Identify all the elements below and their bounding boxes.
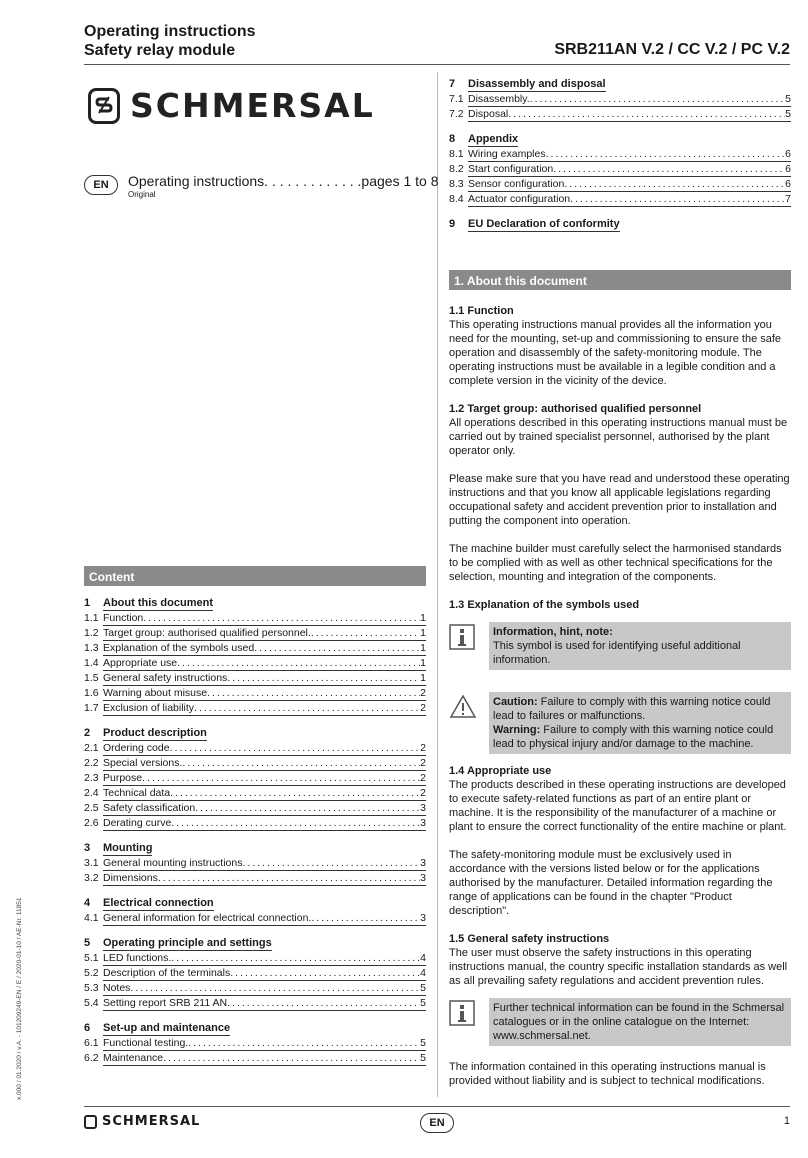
toc-entry-page: 1 xyxy=(420,657,426,669)
toc-section-heading[interactable] xyxy=(449,132,791,147)
toc-entry-number: 1.4 xyxy=(84,657,99,669)
toc-entry-link[interactable] xyxy=(103,996,426,1011)
toc-leader-dots xyxy=(170,741,421,755)
toc-section-number: 6 xyxy=(84,1022,91,1034)
paragraph-1-2a: All operations described in this operating instructions manual must be carried out by trained specialist personnel, authorised by the plant operator only. xyxy=(449,417,788,457)
toc-entry[interactable] xyxy=(449,92,791,107)
toc-entry-label: Special versions. xyxy=(103,757,183,769)
heading-1-5: 1.5 General safety instructions xyxy=(449,933,610,945)
toc-leader-dots xyxy=(230,966,420,980)
toc-section-heading[interactable] xyxy=(84,596,426,611)
toc-entry-link[interactable] xyxy=(103,966,426,981)
toc-section xyxy=(84,1021,426,1066)
toc-section-heading[interactable] xyxy=(84,726,426,741)
table-of-contents-right xyxy=(449,77,791,242)
toc-entry-page: 5 xyxy=(785,108,791,120)
toc-entry[interactable] xyxy=(84,856,426,871)
toc-entry-label: General information for electrical connection. xyxy=(103,912,312,924)
toc-leader-dots xyxy=(546,147,786,161)
toc-entry[interactable] xyxy=(84,1036,426,1051)
toc-entry-number: 1.1 xyxy=(84,612,99,624)
toc-entry-link[interactable] xyxy=(103,656,426,671)
toc-entry-page: 5 xyxy=(420,1052,426,1064)
toc-section-number: 7 xyxy=(449,78,456,90)
toc-leader-dots xyxy=(143,611,420,625)
toc-entry[interactable] xyxy=(449,107,791,122)
toc-entry[interactable] xyxy=(84,771,426,786)
paragraph-1-2b: Please make sure that you have read and understood these operating instructions and that you know all applicable legislations regarding occupational safety and accident prevention prior to installation and putting the component into operation. xyxy=(449,473,790,527)
toc-entry-page: 4 xyxy=(420,952,426,964)
toc-entry-number: 7.2 xyxy=(449,108,464,120)
toc-entry-link[interactable] xyxy=(103,1051,426,1066)
toc-entry-link[interactable] xyxy=(103,671,426,686)
toc-entry-number: 7.1 xyxy=(449,93,464,105)
toc-entry[interactable] xyxy=(449,192,791,207)
toc-entry-label: General safety instructions xyxy=(103,672,228,684)
toc-section-heading[interactable] xyxy=(84,936,426,951)
toc-section xyxy=(84,896,426,926)
language-entry xyxy=(84,173,438,199)
toc-section-title[interactable]: Appendix xyxy=(468,133,519,145)
toc-entry-link[interactable] xyxy=(468,192,791,207)
toc-entry-number: 3.1 xyxy=(84,857,99,869)
toc-entry-link[interactable] xyxy=(103,951,426,966)
toc-entry[interactable] xyxy=(84,686,426,701)
heading-1-4: 1.4 Appropriate use xyxy=(449,765,552,777)
toc-entry-link[interactable] xyxy=(468,107,791,122)
schmersal-mark-icon xyxy=(84,1115,97,1129)
toc-entry-page: 3 xyxy=(420,802,426,814)
toc-entry-label: Sensor configuration xyxy=(468,178,565,190)
document-code: x.000 / 01.2020 / v.A. - 101209249-EN / E / 2020-01-10 / AE-Nr. 11851 xyxy=(16,897,23,1100)
toc-entry[interactable] xyxy=(84,966,426,981)
title-line-2: Safety relay module xyxy=(84,42,236,59)
toc-entry-label: Derating curve xyxy=(103,817,172,829)
footer-language-badge: EN xyxy=(420,1113,454,1133)
header-divider xyxy=(84,64,790,65)
toc-leader-dots xyxy=(188,1036,420,1050)
paragraph-1-4a: The products described in these operating instructions are developed to execute safety-related functions as part of an entire plant or machine. It is the responsibility of the manufacturer of a machine or plant to ensure the correct functionality of the entire machine or plant. xyxy=(449,779,787,833)
toc-entry-label: Target group: authorised qualified personnel. xyxy=(103,627,311,639)
toc-entry-link[interactable] xyxy=(103,981,426,996)
document-title xyxy=(84,22,256,60)
toc-leader-dots xyxy=(311,911,420,925)
toc-entry[interactable] xyxy=(84,756,426,771)
heading-1-2: 1.2 Target group: authorised qualified personnel xyxy=(449,403,702,415)
toc-leader-dots xyxy=(243,856,421,870)
toc-entry[interactable] xyxy=(84,801,426,816)
info-icon xyxy=(449,998,489,1046)
toc-section-number: 9 xyxy=(449,218,456,230)
toc-section-title[interactable]: Product description xyxy=(103,727,207,739)
toc-entry-page: 5 xyxy=(785,93,791,105)
info-notice-2-box: Further technical information can be found in the Schmersal catalogues or in the online catalogue on the Internet: www.schmersal.net. xyxy=(489,998,791,1046)
toc-section-heading[interactable] xyxy=(84,1021,426,1036)
toc-entry-page: 1 xyxy=(420,672,426,684)
toc-leader-dots xyxy=(207,686,420,700)
toc-entry-label: Setting report SRB 211 AN xyxy=(103,997,228,1009)
paragraph-1-4b: The safety-monitoring module must be exclusively used in accordance with the versions listed below or for the applications authorised by the manufacturer. Detailed information regarding the range of applications can be found in the chapter "Product description". xyxy=(449,849,773,917)
toc-section-title[interactable]: Set-up and maintenance xyxy=(103,1022,231,1034)
toc-section-title[interactable]: About this document xyxy=(103,597,213,609)
toc-entry-number: 8.2 xyxy=(449,163,464,175)
heading-1-3: 1.3 Explanation of the symbols used xyxy=(449,599,640,611)
toc-entry-page: 1 xyxy=(420,642,426,654)
toc-leader-dots xyxy=(171,951,420,965)
toc-entry-number: 2.6 xyxy=(84,817,99,829)
toc-entry-page: 4 xyxy=(420,967,426,979)
toc-section-title[interactable]: Mounting xyxy=(103,842,153,854)
toc-entry-page: 6 xyxy=(785,148,791,160)
toc-leader-dots xyxy=(227,671,420,685)
title-line-1: Operating instructions xyxy=(84,23,256,40)
toc-entry-label: Ordering code xyxy=(103,742,170,754)
toc-section xyxy=(449,77,791,122)
toc-entry-page: 2 xyxy=(420,772,426,784)
toc-leader-dots xyxy=(564,177,785,191)
toc-entry[interactable] xyxy=(84,641,426,656)
toc-section xyxy=(449,132,791,207)
toc-entry-label: Warning about misuse xyxy=(103,687,208,699)
toc-entry-label: Wiring examples xyxy=(468,148,546,160)
toc-entry[interactable] xyxy=(84,656,426,671)
toc-entry-number: 1.6 xyxy=(84,687,99,699)
toc-entry-number: 8.1 xyxy=(449,148,464,160)
schmersal-logo xyxy=(88,86,375,125)
toc-entry-label: Start configuration xyxy=(468,163,554,175)
toc-entry-link[interactable] xyxy=(468,177,791,192)
toc-entry-link[interactable] xyxy=(468,92,791,107)
toc-entry-label: LED functions. xyxy=(103,952,172,964)
toc-entry-page: 5 xyxy=(420,997,426,1009)
toc-entry-number: 8.4 xyxy=(449,193,464,205)
toc-entry-page: 2 xyxy=(420,757,426,769)
toc-entry-page: 2 xyxy=(420,702,426,714)
toc-entry-label: Appropriate use xyxy=(103,657,178,669)
toc-leader-dots xyxy=(508,107,785,121)
footer-logo xyxy=(84,1114,200,1129)
toc-leader-dots xyxy=(194,701,420,715)
toc-entry-link[interactable] xyxy=(103,756,426,771)
toc-section-number: 5 xyxy=(84,937,91,949)
toc-entry-link[interactable] xyxy=(103,611,426,626)
toc-entry-number: 2.3 xyxy=(84,772,99,784)
paragraph-1-1: This operating instructions manual provides all the information you need for the mounting, set-up and commissioning to ensure the safe operation and disassembly of the safety-monitoring module. The operating instructions must be available in a legible condition and a complete version in the vicinity of the device. xyxy=(449,319,782,387)
toc-entry-label: Functional testing. xyxy=(103,1037,189,1049)
caution-body: Failure to comply with this warning notice could lead to failures or malfunctions. xyxy=(493,696,771,722)
toc-leader-dots xyxy=(254,641,420,655)
toc-entry-link[interactable] xyxy=(103,1036,426,1051)
section-1-heading: 1. About this document xyxy=(449,270,791,290)
toc-entry-link[interactable] xyxy=(103,626,426,641)
column-divider xyxy=(437,72,438,1097)
toc-section xyxy=(84,936,426,1011)
toc-entry-link[interactable] xyxy=(103,786,426,801)
toc-entry-number: 1.5 xyxy=(84,672,99,684)
toc-entry[interactable] xyxy=(84,786,426,801)
toc-section-number: 1 xyxy=(84,597,91,609)
toc-entry[interactable] xyxy=(84,981,426,996)
toc-entry-number: 2.1 xyxy=(84,742,99,754)
toc-entry-number: 2.2 xyxy=(84,757,99,769)
toc-entry[interactable] xyxy=(84,701,426,716)
toc-entry-link[interactable] xyxy=(103,741,426,756)
table-of-contents-left xyxy=(84,596,426,1076)
toc-section xyxy=(84,596,426,716)
toc-leader-dots xyxy=(171,816,420,830)
toc-entry-link[interactable] xyxy=(468,147,791,162)
toc-entry-link[interactable] xyxy=(103,641,426,656)
toc-entry-number: 6.1 xyxy=(84,1037,99,1049)
info-icon xyxy=(449,622,489,670)
toc-entry-label: Maintenance xyxy=(103,1052,164,1064)
warning-notice-box xyxy=(489,692,791,754)
info-notice xyxy=(449,622,791,670)
toc-entry[interactable] xyxy=(84,996,426,1011)
toc-entry-link[interactable] xyxy=(103,816,426,831)
toc-leader-dots xyxy=(570,192,785,206)
warning-body: Failure to comply with this warning notice could lead to physical injury and/or damage to the machine. xyxy=(493,724,774,750)
toc-entry-link[interactable] xyxy=(103,911,426,926)
page-number: 1 xyxy=(783,1115,790,1127)
warning-text xyxy=(493,723,787,751)
warning-triangle-icon xyxy=(449,692,489,754)
toc-section-number: 8 xyxy=(449,133,456,145)
toc-entry-link[interactable] xyxy=(103,686,426,701)
toc-entry-page: 2 xyxy=(420,687,426,699)
toc-entry-page: 1 xyxy=(420,612,426,624)
toc-entry-number: 5.4 xyxy=(84,997,99,1009)
toc-entry-page: 3 xyxy=(420,857,426,869)
toc-entry-number: 6.2 xyxy=(84,1052,99,1064)
toc-entry-label: Disposal xyxy=(468,108,509,120)
toc-entry-page: 6 xyxy=(785,178,791,190)
toc-entry-link[interactable] xyxy=(468,162,791,177)
toc-entry[interactable] xyxy=(84,611,426,626)
toc-entry[interactable] xyxy=(449,177,791,192)
toc-entry-page: 6 xyxy=(785,163,791,175)
logo-text: SCHMERSAL xyxy=(130,86,375,125)
toc-leader-dots xyxy=(311,626,420,640)
toc-section xyxy=(449,217,791,232)
toc-entry-label: General mounting instructions xyxy=(103,857,243,869)
toc-entry-label: Exclusion of liability xyxy=(103,702,195,714)
toc-entry-number: 2.5 xyxy=(84,802,99,814)
language-badge: EN xyxy=(84,175,118,195)
toc-entry[interactable] xyxy=(84,816,426,831)
toc-entry-page: 2 xyxy=(420,742,426,754)
toc-entry-number: 2.4 xyxy=(84,787,99,799)
toc-entry-label: Purpose xyxy=(103,772,143,784)
warning-notice xyxy=(449,692,791,754)
toc-entry-label: Safety classification xyxy=(103,802,196,814)
footer-divider xyxy=(84,1106,790,1107)
toc-entry[interactable] xyxy=(449,162,791,177)
toc-leader-dots xyxy=(130,981,420,995)
toc-entry-page: 7 xyxy=(785,193,791,205)
warning-label: Warning: xyxy=(493,724,541,736)
language-title: Operating instructions. . . . . . . . . . . . .pages 1 to 8 xyxy=(128,173,439,189)
toc-entry-number: 5.2 xyxy=(84,967,99,979)
toc-leader-dots xyxy=(182,756,420,770)
toc-leader-dots xyxy=(530,92,786,106)
toc-entry-number: 5.3 xyxy=(84,982,99,994)
info-notice-text: This symbol is used for identifying useful additional information. xyxy=(493,640,741,666)
toc-entry-link[interactable] xyxy=(103,856,426,871)
toc-leader-dots xyxy=(553,162,785,176)
toc-entry[interactable] xyxy=(84,911,426,926)
toc-section-number: 4 xyxy=(84,897,91,909)
toc-entry-label: Function xyxy=(103,612,144,624)
toc-entry-label: Technical data xyxy=(103,787,171,799)
toc-entry-page: 1 xyxy=(420,627,426,639)
toc-entry-page: 2 xyxy=(420,787,426,799)
toc-section-heading[interactable] xyxy=(84,841,426,856)
heading-1-1: 1.1 Function xyxy=(449,305,514,317)
caution-label: Caution: xyxy=(493,696,538,708)
toc-entry[interactable] xyxy=(84,626,426,641)
toc-entry-label: Dimensions xyxy=(103,872,158,884)
toc-section-heading[interactable] xyxy=(449,217,791,232)
toc-entry-label: Description of the terminals xyxy=(103,967,231,979)
schmersal-mark-icon xyxy=(88,88,120,124)
toc-entry-page: 3 xyxy=(420,872,426,884)
toc-entry-link[interactable] xyxy=(103,771,426,786)
content-heading: Content xyxy=(84,566,426,586)
toc-entry-label: Explanation of the symbols used xyxy=(103,642,255,654)
toc-section xyxy=(84,841,426,886)
toc-section-heading[interactable] xyxy=(84,896,426,911)
toc-entry[interactable] xyxy=(84,741,426,756)
paragraph-final: The information contained in this operating instructions manual is provided without liability and is subject to technical modifications. xyxy=(449,1061,766,1087)
toc-section-number: 2 xyxy=(84,727,91,739)
toc-leader-dots xyxy=(142,771,420,785)
toc-entry-number: 1.7 xyxy=(84,702,99,714)
toc-entry-label: Actuator configuration xyxy=(468,193,571,205)
toc-section-title[interactable]: Electrical connection xyxy=(103,897,214,909)
toc-entry-link[interactable] xyxy=(103,871,426,886)
toc-entry-link[interactable] xyxy=(103,701,426,716)
toc-entry-number: 4.1 xyxy=(84,912,99,924)
toc-section-title[interactable]: Operating principle and settings xyxy=(103,937,272,949)
toc-section-number: 3 xyxy=(84,842,91,854)
toc-section-heading[interactable] xyxy=(449,77,791,92)
toc-entry-label: Notes xyxy=(103,982,131,994)
toc-entry-page: 3 xyxy=(420,912,426,924)
toc-leader-dots xyxy=(170,786,420,800)
footer-logo-text: SCHMERSAL xyxy=(102,1114,201,1129)
paragraph-1-5: The user must observe the safety instructions in this operating instructions manual, the country specific installation standards as well as all prevailing safety regulations and accident prevention rules. xyxy=(449,947,788,987)
toc-entry[interactable] xyxy=(84,951,426,966)
toc-entry-number: 5.1 xyxy=(84,952,99,964)
toc-section-title[interactable]: EU Declaration of conformity xyxy=(468,218,620,230)
toc-entry-number: 8.3 xyxy=(449,178,464,190)
toc-entry-number: 1.2 xyxy=(84,627,99,639)
toc-entry[interactable] xyxy=(84,1051,426,1066)
toc-leader-dots xyxy=(163,1051,420,1065)
toc-entry-number: 3.2 xyxy=(84,872,99,884)
toc-entry-page: 3 xyxy=(420,817,426,829)
toc-entry[interactable] xyxy=(449,147,791,162)
toc-entry-page: 5 xyxy=(420,1037,426,1049)
toc-leader-dots xyxy=(177,656,420,670)
toc-section xyxy=(84,726,426,831)
language-subtitle: Original xyxy=(128,190,156,199)
caution-text xyxy=(493,695,787,723)
toc-section-title[interactable]: Disassembly and disposal xyxy=(468,78,606,90)
toc-entry[interactable] xyxy=(84,671,426,686)
toc-leader-dots xyxy=(227,996,420,1010)
toc-entry-number: 1.3 xyxy=(84,642,99,654)
paragraph-1-2c: The machine builder must carefully select the harmonised standards to be complied with as well as other technical specifications for the selection, mounting and integration of the components. xyxy=(449,543,782,583)
info-notice-box xyxy=(489,622,791,670)
info-notice-title: Information, hint, note: xyxy=(493,626,613,638)
toc-entry-label: Disassembly. xyxy=(468,93,530,105)
toc-leader-dots xyxy=(195,801,420,815)
toc-entry-link[interactable] xyxy=(103,801,426,816)
toc-entry-page: 5 xyxy=(420,982,426,994)
section-about-document xyxy=(449,270,791,1088)
product-name: SRB211AN V.2 / CC V.2 / PC V.2 xyxy=(554,41,790,58)
toc-entry[interactable] xyxy=(84,871,426,886)
info-notice-2 xyxy=(449,998,791,1046)
toc-leader-dots xyxy=(158,871,420,885)
